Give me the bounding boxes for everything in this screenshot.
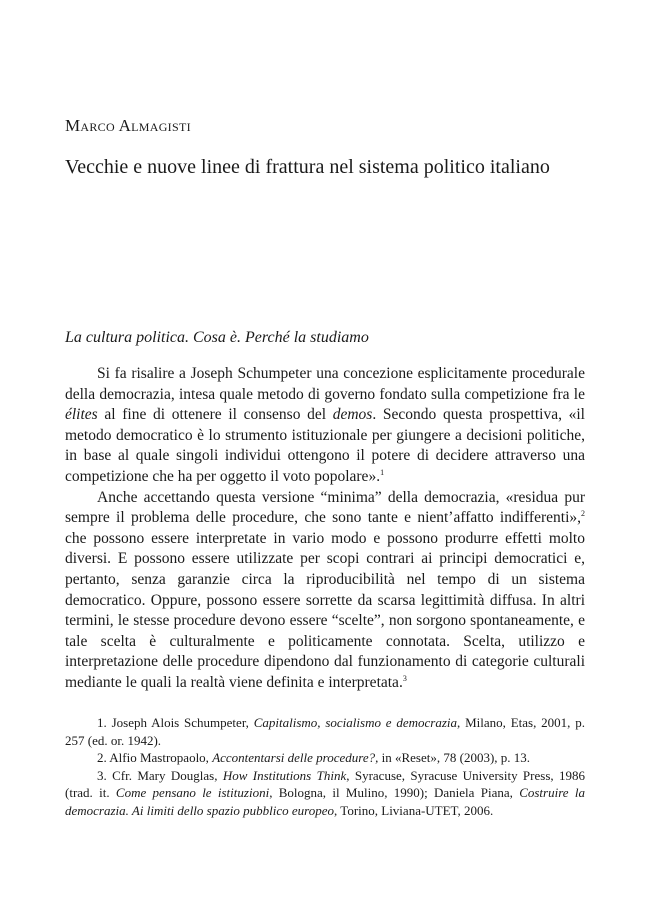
- body-text: [65, 364, 585, 694]
- paragraph-1: Si fa risalire a Joseph Schumpeter una concezione esplicitamente procedurale della democrazia, intesa quale metodo di governo fondato sulla competizione fra le élites al fine di ottenere il consenso del demos. Secondo questa prospettiva, «il metodo democratico è lo strumento istituzionale per giungere a decisioni politiche, in base al quale singoli individui ottengono il potere di decidere attraverso una competizione che ha per oggetto il voto popolare».$^1$: [65, 365, 585, 485]
- footnote-2: 2. Alfio Mastropaolo, Accontentarsi delle procedure?, in «Reset», 78 (2003), p. 13.: [97, 750, 531, 765]
- section-heading: La cultura politica. Cosa è. Perché la studiamo: [65, 329, 369, 346]
- author-name: Marco Almagisti: [65, 116, 191, 135]
- document-page: [65, 0, 585, 910]
- chapter-title: Vecchie e nuove linee di frattura nel sistema politico italiano: [65, 156, 550, 178]
- footnotes: [65, 714, 585, 819]
- footnote-1: 1. Joseph Alois Schumpeter, Capitalismo, socialismo e democrazia, Milano, Etas, 2001, p. 257 (ed. or. 1942).: [65, 715, 585, 748]
- paragraph-2: Anche accettando questa versione “minima” della democrazia, «residua pur sempre il problema delle procedure, che sono tante e nient’affatto indifferenti»,$^2$ che possono essere interpretate in vario modo e possono produrre effetti molto diversi. E possono essere utilizzate per scopi contrari ai principi democratici e, pertanto, senza garanzie circa la riproducibilità nel tempo di un sistema democratico. Oppure, possono essere sorrette da scarsa legittimità diffusa. In altri termini, le stesse procedure devono essere “scelte”, non sorgono spontaneamente, e tale scelta è culturalmente e politicamente connotata. Scelta, utilizzo e interpretazione delle procedure dipendono dal funzionamento di categorie culturali mediante le quali la realtà viene definita e interpretata.$^3$: [65, 488, 585, 691]
- footnote-ref-1[interactable]: 1: [380, 467, 385, 477]
- footnote-ref-3[interactable]: 3: [402, 673, 407, 683]
- footnote-ref-2[interactable]: 2: [581, 509, 585, 518]
- footnote-3: 3. Cfr. Mary Douglas, How Institutions Think, Syracuse, Syracuse University Press, 1986 (trad. it. Come pensano le istituzioni, Bologna, il Mulino, 1990); Daniela Piana, Costruire la democrazia. Ai limiti dello spazio pubblico europeo, Torino, Liviana-UTET, 2006.: [65, 767, 585, 818]
